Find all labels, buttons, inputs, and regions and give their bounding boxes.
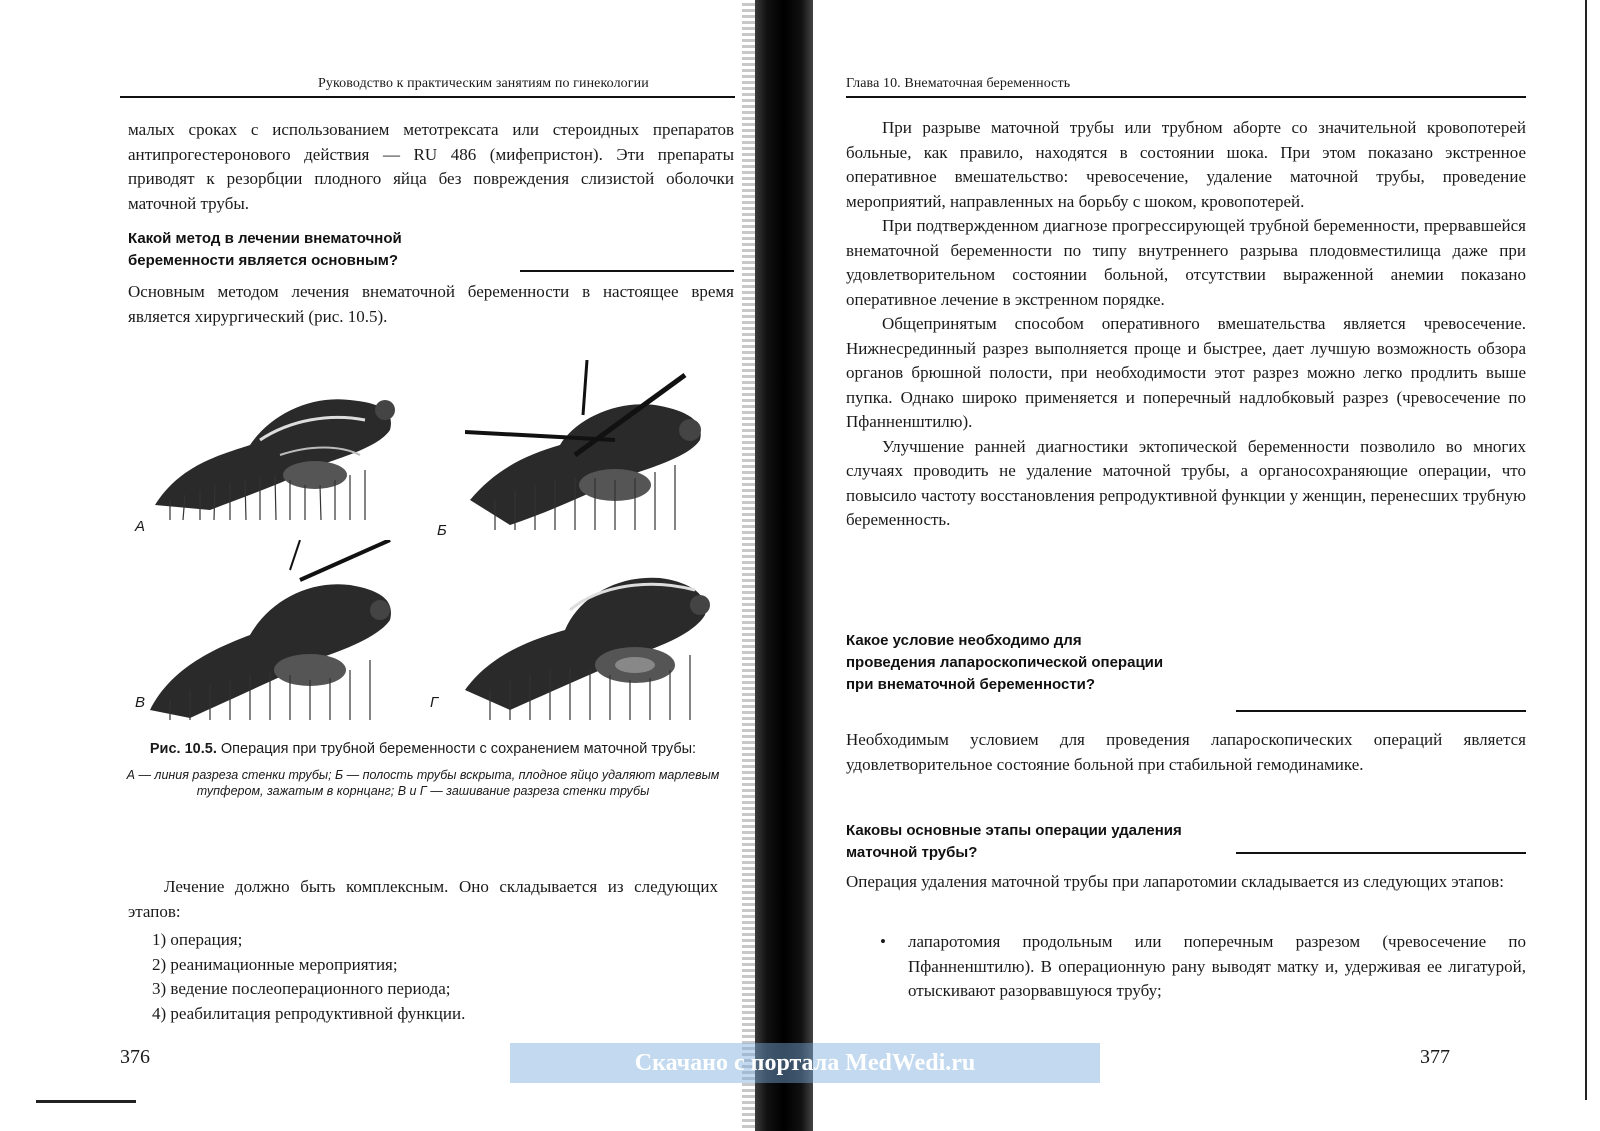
caption-title [118,740,728,759]
answer-laparoscopy-condition [846,728,1526,777]
caption-title-text: Операция при трубной беременности с сохранением маточной трубы: [220,741,697,757]
figure-panel-a-illustration [150,385,405,520]
treatment-paragraph-text: Лечение должно быть комплексным. Оно складывается из следующих этапов: [128,877,718,921]
caption-label: Рис. 10.5. [149,741,217,757]
paragraph: При подтвержденном диагнозе прогрессирующей трубной беременности, прервавшейся внематочной беременности по типу внутреннего разрыва плодовместилища даже при удовлетворительном состоянии больной, отсутствии выраженной анемии показано оперативное лечение в экстренном порядке. [846,216,1526,309]
left-running-head: Руководство к практическим занятиям по гинекологии [318,76,649,91]
list-item: 3) ведение послеоперационного периода; [152,979,451,998]
list-item: 1) операция; [152,930,243,949]
question-rule [520,270,734,272]
figure-letter-a: А [135,518,146,535]
answer-main-method [128,280,734,329]
question-laparoscopy-condition: Какое условие необходимо для проведения лапароскопической операции при внематочной беременности? [846,632,1164,693]
treatment-paragraph [128,875,718,924]
figure-letter-d: Г [430,694,439,711]
right-body-text [846,116,1526,533]
bullet-icon: • [880,932,886,951]
right-page [760,0,1600,1131]
answer-surgery-stages [846,870,1526,895]
list-item: 4) реабилитация репродуктивной функции. [152,1003,466,1023]
surgery-stages-list [880,930,1526,1004]
paragraph: При разрыве маточной трубы или трубном аборте со значительной кровопотерей больные, как правило, находятся в состоянии шока. При этом показано экстренное оперативное вмешательство: чревосечение, удаление маточной трубы, проведение мероприятий, направленных на борьбу с шоком, кровопотерей. [846,118,1526,211]
answer-laparoscopy-text: Необходимым условием для проведения лапароскопических операций является удовлетворительное состояние больной при стабильной гемодинамике. [846,730,1526,774]
scan-edge-mark [36,1100,136,1103]
figure-letter-b: Б [437,522,447,539]
caption-description: А — линия разреза стенки трубы; Б — полость трубы вскрыта, плодное яйцо удаляют марлевым тупфером, зажатым в корнцанг; В и Г — зашивание разреза стенки трубы [126,768,720,798]
figure-panel-d-illustration [460,540,715,720]
watermark-banner: Скачано с портала MedWedi.ru [510,1043,1100,1083]
left-header-rule [120,96,735,98]
paragraph: Общепринятым способом оперативного вмешательства является чревосечение. Нижнесрединный разрез выполняется проще и быстрее, дает лучшую возможность обзора органов брюшной полости, при необходимости этот разрез можно легко продлить выше пупка. Однако широко применяется и поперечный надлобковый разрез (чревосечение по Пфанненштилю). [846,314,1526,431]
question-rule [1236,852,1526,854]
list-item: 2) реанимационные мероприятия; [152,954,398,974]
intro-paragraph-text: малых сроках с использованием метотрексата или стероидных препаратов антипрогестеронового действия — RU 486 (мифепристон). Эти препараты приводят к резорбции плодного яйца без повреждения слизистой оболочки маточной трубы. [128,120,734,213]
figure-caption [118,740,728,799]
right-header-rule [846,96,1526,98]
figure-letter-c: В [135,694,146,711]
list-item [880,930,1526,1004]
question-main-method: Какой метод в лечении внематочной беременности является основным? [128,230,402,269]
figure-panel-c-illustration [150,540,405,720]
treatment-stages-list [152,928,465,1026]
list-item-text: лапаротомия продольным или поперечным разрезом (чревосечение по Пфанненштилю). В операционную рану выводят матку и, удерживая ее лигатурой, отыскивают разорвавшуюся трубу; [908,932,1526,1000]
left-page-number: 376 [120,1046,150,1068]
left-intro-paragraph [128,118,734,216]
question-surgery-stages: Каковы основные этапы операции удаления маточной трубы? [846,822,1182,861]
question-rule [1236,710,1526,712]
right-running-head: Глава 10. Внематочная беременность [846,76,1071,91]
paragraph: Улучшение ранней диагностики эктопической беременности позволило во многих случаях проводить не удаление маточной трубы, а органосохраняющие операции, что повысило частоту восстановления репродуктивной функции у женщин, перенесших трубную беременность. [846,436,1526,529]
answer-main-method-text: Основным методом лечения внематочной беременности в настоящее время является хирургический (рис. 10.5). [128,282,734,326]
answer-surgery-stages-text: Операция удаления маточной трубы при лапаротомии складывается из следующих этапов: [846,872,1504,891]
right-page-number: 377 [1420,1046,1450,1068]
left-page [0,0,760,1131]
figure-panel-b-illustration [465,360,720,530]
